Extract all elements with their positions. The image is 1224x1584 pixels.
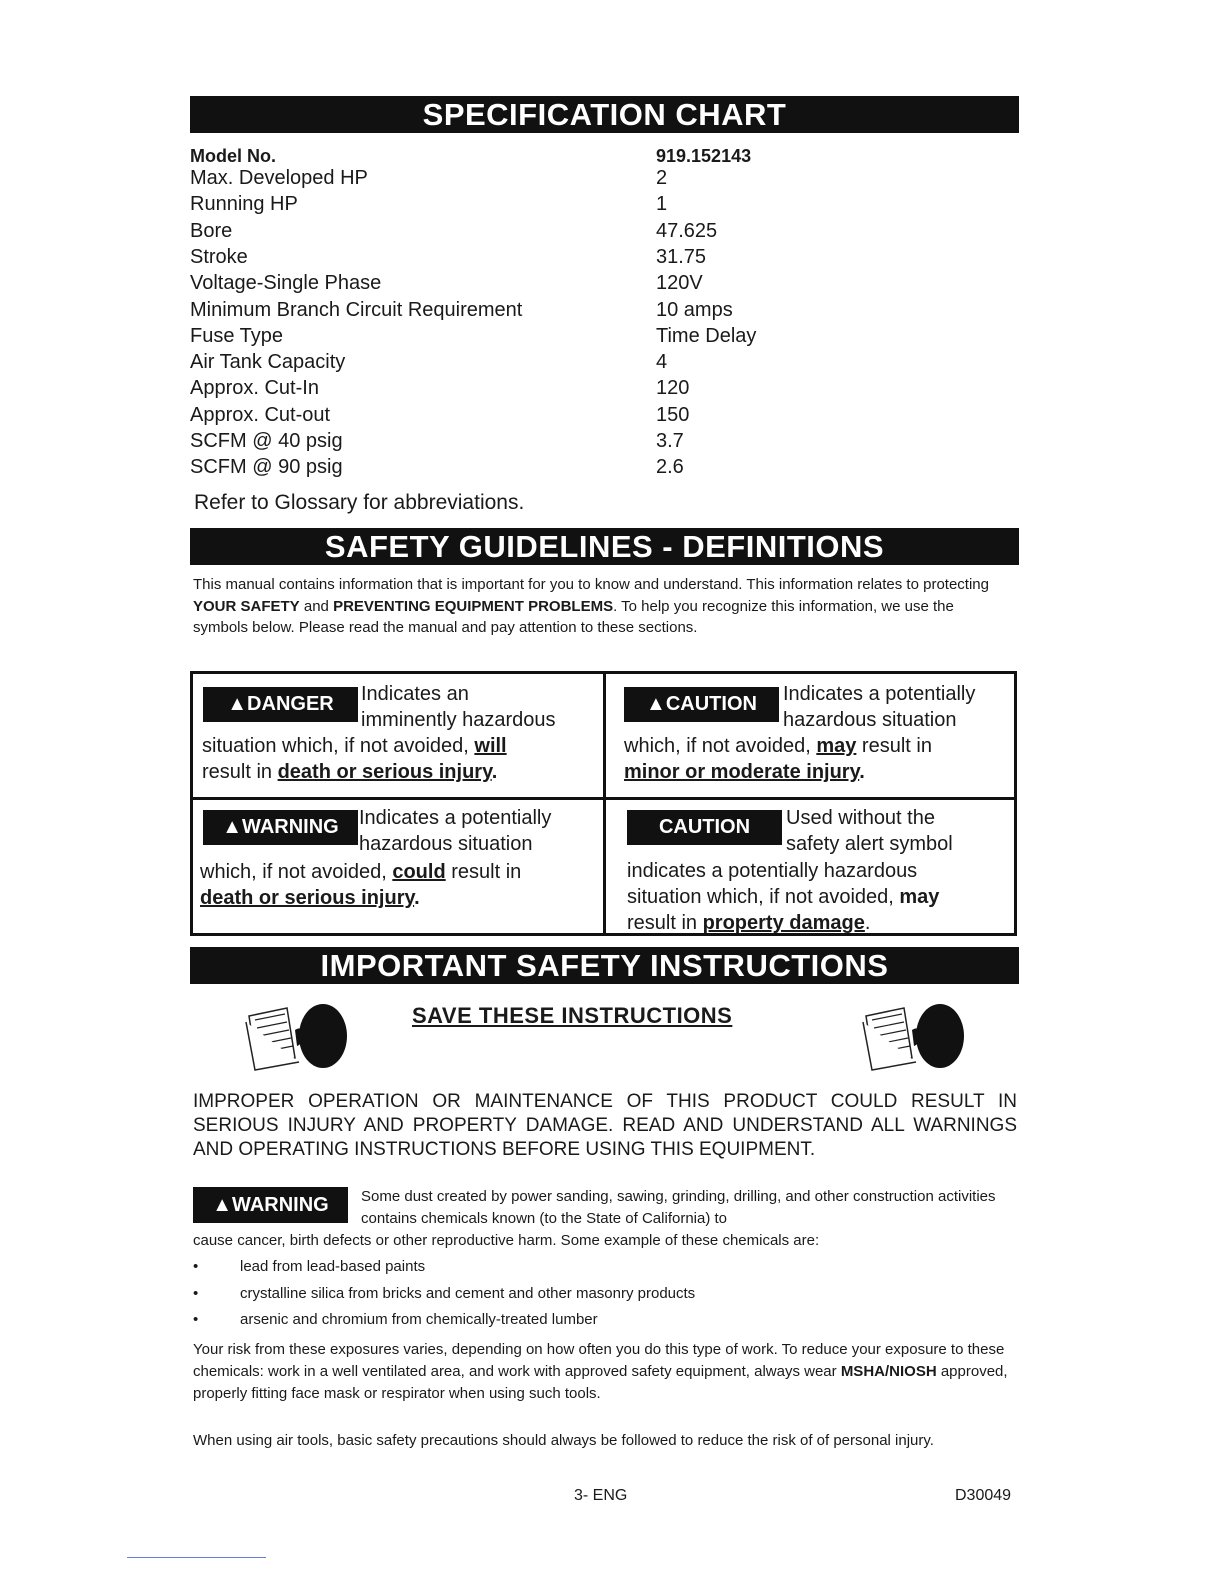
warning-line-4 (200, 885, 420, 911)
caution-alert-line-1: Indicates a potentially (783, 683, 976, 705)
warning-text: result in (445, 861, 522, 883)
glossary-note: Refer to Glossary for abbreviations. (194, 491, 525, 514)
paragraph-bold: MSHA/NIOSH (840, 1363, 937, 1380)
spec-row (190, 402, 890, 428)
spec-label: Minimum Branch Circuit Requirement (190, 298, 523, 321)
spec-label: Voltage-Single Phase (190, 272, 382, 295)
spec-row (190, 297, 890, 323)
spec-value: 120V (656, 272, 703, 295)
intro-text: This manual contains information that is important for you to know and understand. This information relates to protecting (193, 576, 989, 593)
caution-text: result in (856, 735, 932, 757)
caution-plain-badge: CAUTION (627, 810, 782, 845)
air-tools-paragraph: When using air tools, basic safety precautions should always be followed to reduce the risk of of personal injury. (193, 1432, 934, 1449)
warning-line-3 (200, 859, 521, 885)
spec-row (190, 428, 890, 454)
caution-plain-text: situation which, if not avoided, (627, 886, 900, 908)
danger-text: result in (202, 761, 278, 783)
spec-label: Fuse Type (190, 324, 284, 347)
list-item-text: crystalline silica from bricks and cement and other masonry products (240, 1284, 696, 1302)
spec-row (190, 191, 890, 217)
spec-value: 3.7 (656, 430, 684, 452)
danger-line-1: Indicates an (361, 683, 469, 705)
spec-label: Stroke (190, 245, 248, 268)
warning-badge: ▲WARNING (203, 810, 358, 845)
list-item-text: arsenic and chromium from chemically-treated lumber (240, 1311, 598, 1328)
important-safety-banner: IMPORTANT SAFETY INSTRUCTIONS (190, 947, 1019, 984)
spec-label: Air Tank Capacity (190, 351, 346, 374)
bullet-icon: • (193, 1258, 199, 1275)
spec-row (190, 349, 890, 375)
spec-value: 31.75 (656, 245, 707, 268)
spec-label: Approx. Cut-out (190, 403, 331, 426)
bullet-icon: • (193, 1284, 199, 1302)
improper-operation-warning: IMPROPER OPERATION OR MAINTENANCE OF THIS PRODUCT COULD RESULT IN SERIOUS INJURY AND PROPERTY DAMAGE. READ AND UNDERSTAND ALL WARNINGS AND OPERATING INSTRUCTIONS BEFORE USING THIS EQUIPMENT. (193, 1091, 1017, 1160)
document-code: D30049 (955, 1487, 1012, 1504)
spec-chart-banner: SPECIFICATION CHART (190, 96, 1019, 133)
page-number: 3- ENG (574, 1487, 628, 1504)
spec-value: 2 (656, 167, 668, 189)
danger-emphasis: death or serious injury (277, 761, 492, 783)
caution-plain-line-1: Used without the (786, 807, 935, 829)
manual-reading-icon-left (243, 1000, 353, 1075)
caution-text: which, if not avoided, (624, 735, 817, 757)
danger-badge: ▲DANGER (203, 687, 358, 722)
spec-row (190, 454, 890, 480)
caution-plain-period: . (864, 912, 871, 934)
prop65-warning-badge: ▲WARNING (193, 1187, 348, 1223)
spec-value: 47.625 (656, 219, 718, 242)
intro-bold-equipment: PREVENTING EQUIPMENT PROBLEMS (333, 597, 614, 615)
caution-alert-line-2: hazardous situation (783, 709, 957, 731)
caution-plain-emphasis: may (899, 886, 940, 908)
caution-alert-line-3 (624, 733, 932, 759)
spec-label: Running HP (190, 193, 298, 216)
warning-text: which, if not avoided, (200, 861, 393, 883)
caution-alert-badge: ▲CAUTION (624, 687, 779, 722)
spec-row (190, 270, 890, 296)
spec-value: 1 (656, 193, 668, 216)
spec-value: Time Delay (656, 324, 757, 347)
warning-emphasis: death or serious injury (200, 887, 415, 909)
caution-emphasis: may (816, 735, 857, 757)
spec-value: 150 (656, 403, 690, 426)
spec-label: Bore (190, 219, 233, 242)
warning-emphasis: could (392, 861, 446, 883)
spec-row (190, 375, 890, 401)
caution-plain-text: result in (627, 912, 703, 934)
caution-plain-line-2: safety alert symbol (786, 833, 953, 855)
prop65-text-2: cause cancer, birth defects or other reproductive harm. Some example of these chemicals are: (193, 1232, 820, 1249)
spec-value: 2.6 (656, 456, 684, 479)
danger-emphasis: will (474, 735, 507, 757)
spec-label: SCFM @ 40 psig (190, 430, 343, 452)
exposure-paragraph (193, 1339, 1013, 1405)
caution-plain-line-5 (627, 910, 870, 936)
danger-period: . (491, 761, 498, 783)
manual-reading-icon-right (860, 1000, 970, 1075)
spec-label: Approx. Cut-In (190, 377, 319, 400)
danger-text: situation which, if not avoided, (202, 735, 475, 757)
caution-plain-line-3: indicates a potentially hazardous (627, 860, 918, 882)
warning-line-1: Indicates a potentially (359, 807, 552, 829)
spec-row (190, 244, 890, 270)
safety-guidelines-banner: SAFETY GUIDELINES - DEFINITIONS (190, 528, 1019, 565)
save-instructions-heading: SAVE THESE INSTRUCTIONS (412, 1003, 733, 1028)
spec-header-value: 919.152143 (656, 146, 752, 166)
prop65-text-1: Some dust created by power sanding, sawing, grinding, drilling, and other construction activities contains chemicals known (to the State of California) to (361, 1188, 996, 1227)
caution-plain-line-4 (627, 884, 939, 910)
caution-plain-emphasis: property damage (702, 912, 865, 934)
spec-row (190, 165, 890, 191)
warning-period: . (414, 887, 420, 909)
caution-period: . (859, 761, 865, 783)
bullet-icon: • (193, 1311, 199, 1328)
guidelines-intro (193, 574, 1013, 639)
list-item-text: lead from lead-based paints (240, 1258, 426, 1275)
spec-value: 4 (656, 351, 668, 374)
spec-header-label: Model No. (190, 146, 276, 166)
spec-row (190, 218, 890, 244)
spec-label: SCFM @ 90 psig (190, 456, 343, 479)
spec-label: Max. Developed HP (190, 167, 368, 189)
spec-value: 10 amps (656, 298, 733, 321)
danger-line-4 (202, 759, 497, 785)
link-underline (127, 1557, 266, 1558)
grid-divider-horizontal (193, 797, 1014, 800)
signal-word-grid (190, 671, 1017, 936)
caution-alert-line-4 (624, 759, 865, 785)
paragraph-text: approved, properly fitting face mask or respirator when using such tools. (193, 1363, 1008, 1402)
danger-line-3 (202, 733, 507, 759)
warning-line-2: hazardous situation (359, 833, 533, 855)
caution-emphasis: minor or moderate injury (624, 761, 860, 783)
spec-row (190, 323, 890, 349)
grid-divider-vertical (603, 674, 606, 933)
intro-text: and (299, 597, 334, 615)
spec-value: 120 (656, 377, 690, 400)
intro-bold-safety: YOUR SAFETY (193, 597, 300, 615)
paragraph-text: Your risk from these exposures varies, depending on how often you do this type of work. To reduce your exposure to these chemicals: work in a well ventilated area, and work with approved safety equipment, always wear (193, 1341, 1005, 1380)
danger-line-2: imminently hazardous (361, 709, 556, 731)
intro-text: . To help you recognize this information, we use the symbols below. Please read the manual and pay attention to these sections. (193, 597, 954, 636)
